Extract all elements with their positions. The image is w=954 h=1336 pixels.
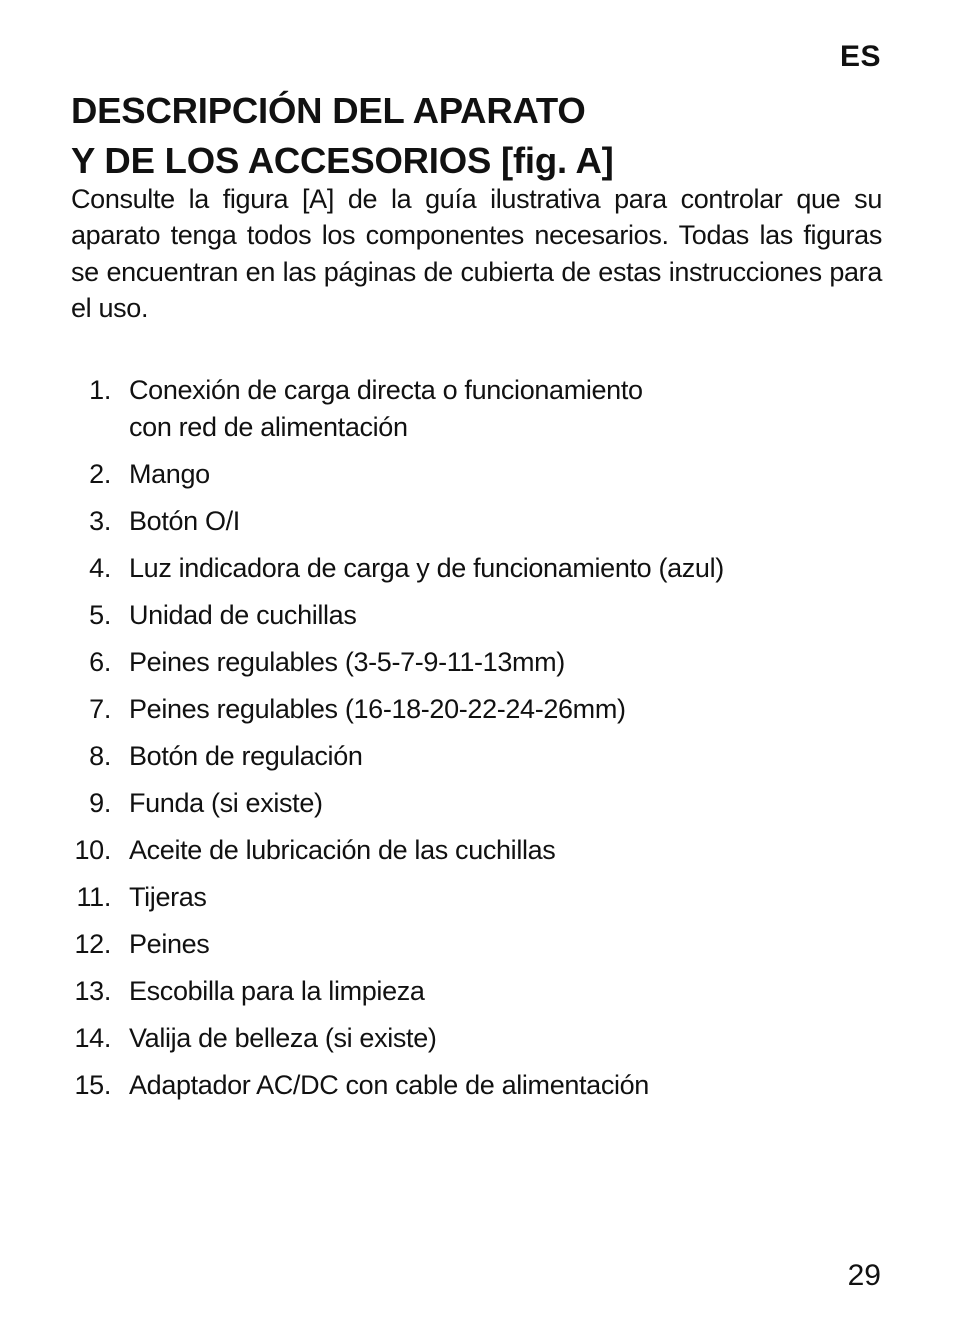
list-item [71, 738, 891, 775]
item-text: Funda (si existe) [129, 788, 323, 818]
item-text: Botón O/I [129, 506, 240, 536]
item-number: 11. [76, 882, 111, 912]
item-number: 8. [89, 741, 111, 771]
item-number: 15. [74, 1070, 111, 1100]
intro-paragraph: Consulte la figura [A] de la guía ilustrativa para controlar que su aparato tenga todos los componentes necesarios. Todas las figuras se encuentran en las páginas de cubierta de estas instrucciones para el uso. [71, 184, 882, 323]
item-text: Valija de belleza (si existe) [129, 1023, 437, 1053]
item-number: 12. [74, 929, 111, 959]
item-text: Luz indicadora de carga y de funcionamiento (azul) [129, 553, 724, 583]
section-title-line-2: Y DE LOS ACCESORIOS [fig. A] [71, 140, 614, 181]
list-item [71, 597, 891, 634]
list-item [71, 503, 891, 540]
list-item [71, 1067, 891, 1104]
list-item [71, 926, 891, 963]
list-item [71, 1020, 891, 1057]
language-tag: ES [839, 40, 881, 73]
item-number: 7. [89, 694, 111, 724]
list-item [71, 973, 891, 1010]
item-text: Mango [129, 459, 210, 489]
parts-list [71, 372, 891, 1114]
item-text [129, 372, 829, 446]
list-item [71, 456, 891, 493]
item-text: Peines regulables (3-5-7-9-11-13mm) [129, 647, 565, 677]
item-text: Tijeras [129, 882, 207, 912]
item-text: Peines regulables (16-18-20-22-24-26mm) [129, 694, 626, 724]
item-number: 13. [74, 976, 111, 1006]
list-item [71, 879, 891, 916]
item-number: 2. [89, 459, 111, 489]
list-item [71, 785, 891, 822]
item-number: 4. [89, 553, 111, 583]
item-text: Aceite de lubricación de las cuchillas [129, 835, 556, 865]
item-number: 10. [74, 835, 111, 865]
item-text: Escobilla para la limpieza [129, 976, 425, 1006]
item-number: 6. [89, 647, 111, 677]
list-item [71, 832, 891, 869]
list-item [71, 372, 891, 446]
item-text: Adaptador AC/DC con cable de alimentación [129, 1070, 649, 1100]
item-number: 14. [74, 1023, 111, 1053]
item-number: 5. [89, 600, 111, 630]
item-text-line-1: Conexión de carga directa o funcionamiento [129, 375, 643, 405]
item-number: 9. [89, 788, 111, 818]
section-title-line-1: DESCRIPCIÓN DEL APARATO [71, 90, 586, 131]
section-title [71, 86, 891, 186]
item-text: Botón de regulación [129, 741, 363, 771]
item-text: Unidad de cuchillas [129, 600, 357, 630]
list-item [71, 550, 891, 587]
item-number: 1. [89, 375, 111, 405]
page-number: 29 [847, 1259, 881, 1292]
item-number: 3. [89, 506, 111, 536]
list-item [71, 644, 891, 681]
item-text: Peines [129, 929, 210, 959]
list-item [71, 691, 891, 728]
item-text-line-2: con red de alimentación [129, 412, 408, 442]
